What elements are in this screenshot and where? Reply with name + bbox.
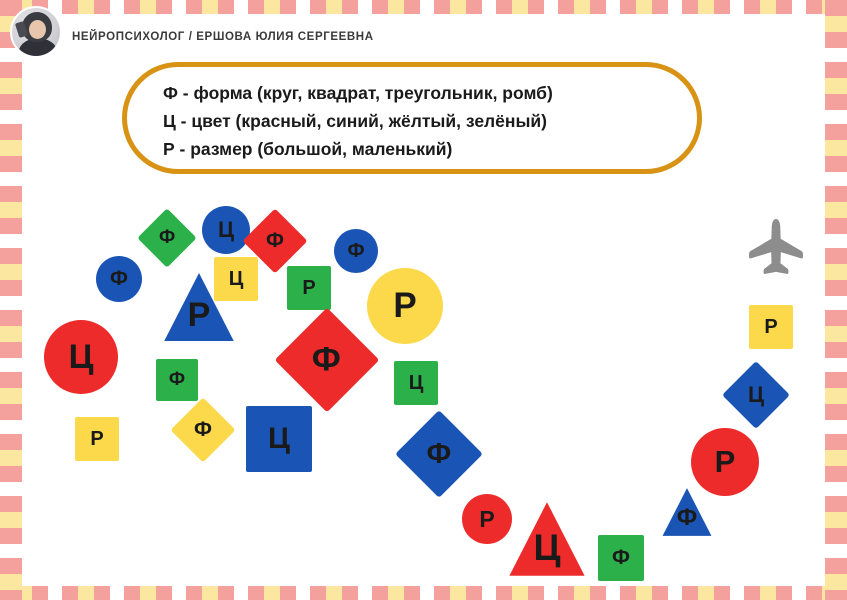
shape-label: Ф [612, 546, 630, 569]
shape-node-circle-ф [334, 229, 378, 273]
shape-label: Р [187, 295, 211, 334]
shape-node-diamond-ф [137, 208, 196, 267]
shape-label: Ф [194, 418, 212, 441]
content-canvas [22, 14, 825, 586]
shape-label: Р [764, 315, 778, 338]
shape-label: Ф [168, 369, 186, 390]
page-title: НЕЙРОПСИХОЛОГ / ЕРШОВА ЮЛИЯ СЕРГЕЕВНА [72, 31, 374, 43]
shape-label: Р [90, 427, 104, 450]
legend-line-size: Р - размер (большой, маленький) [163, 139, 453, 159]
decorative-frame-top [0, 0, 847, 14]
shape-node-diamond-ф [275, 308, 380, 413]
shape-node-circle-р [367, 268, 443, 344]
shape-node-square-р [75, 417, 119, 461]
shape-node-diamond-ф [395, 410, 483, 498]
shape-node-square-ф [156, 359, 198, 401]
shape-node-circle-ц [202, 206, 250, 254]
shape-node-triangle-ц [507, 499, 587, 579]
shape-label: Ф [312, 340, 342, 379]
shape-label: Ц [68, 337, 94, 376]
shape-node-diamond-ф [170, 397, 235, 462]
shape-node-circle-ф [96, 256, 142, 302]
shape-label: Р [393, 286, 417, 325]
decorative-frame-bottom [0, 586, 847, 600]
shape-label: Ц [533, 526, 561, 568]
shape-label: Ц [217, 217, 235, 242]
shape-node-square-ц [246, 406, 312, 472]
shape-node-diamond-ц [722, 361, 790, 429]
shape-label: Ф [676, 503, 698, 531]
shape-label: Р [479, 505, 495, 532]
shape-label: Р [714, 444, 736, 479]
shape-node-square-р [749, 305, 793, 349]
shape-label: Ф [110, 267, 128, 290]
decorative-frame-left [0, 0, 22, 600]
shape-label: Ф [266, 229, 284, 252]
shape-node-square-р [287, 266, 331, 310]
shape-node-triangle-ф [661, 486, 713, 538]
shape-node-triangle-р [162, 270, 236, 344]
legend-line-color: Ц - цвет (красный, синий, жёлтый, зелёный) [163, 111, 548, 131]
shape-node-circle-ц [44, 320, 118, 394]
shape-label: Р [302, 276, 316, 299]
decorative-frame-right [825, 0, 847, 600]
legend-line-shape: Ф - форма (круг, квадрат, треугольник, ромб) [163, 83, 553, 103]
shape-label: Ф [347, 239, 365, 262]
shape-label: Ц [228, 267, 244, 290]
shape-node-circle-р [691, 428, 759, 496]
shape-node-square-ф [598, 535, 644, 581]
shape-label: Ф [158, 227, 176, 248]
shape-label: Ц [408, 371, 424, 394]
shape-chain [22, 14, 825, 586]
shape-label: Ц [268, 422, 290, 455]
shape-label: Ф [426, 437, 452, 470]
airplane-icon [745, 217, 807, 279]
shape-label: Ц [747, 381, 765, 407]
shape-node-square-ц [394, 361, 438, 405]
shape-node-circle-р [462, 494, 512, 544]
